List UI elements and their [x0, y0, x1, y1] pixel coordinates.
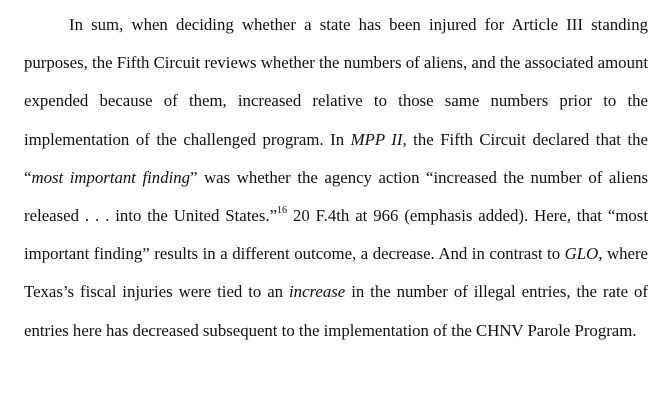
footnote-marker[interactable]: 16: [277, 205, 288, 217]
paragraph-text: , the Fifth Circuit declared that the “: [24, 129, 648, 187]
paragraph-text: 20 F.4th at 966 (emphasis added). Here, that “most important finding” results in a different outcome, a decrease. And in contrast to: [24, 206, 648, 264]
paragraph-text: In sum, when deciding whether a state has been injured for Article III standing purposes, the Fifth Circuit reviews whether the numbers of aliens, and the associated amount expended because of them, increased relative to those same numbers prior to the implementation of the challenged program. In: [24, 15, 649, 149]
body-paragraph: [24, 6, 648, 350]
paragraph-text: in the number of illegal entries, the rate of entries here has decreased subsequent to the implementation of the CHNV Parole Program.: [24, 282, 648, 340]
case-name-mpp-ii: MPP II: [350, 129, 403, 149]
quoted-phrase: most important finding: [31, 167, 191, 187]
emphasized-word: increase: [289, 282, 346, 302]
case-name-glo: GLO: [564, 244, 599, 264]
paragraph-text: ” was whether the agency action “increased the number of aliens released . . . into the United States.”: [24, 167, 649, 226]
paragraph-text: , where Texas’s fiscal injuries were tied to an: [24, 244, 648, 302]
